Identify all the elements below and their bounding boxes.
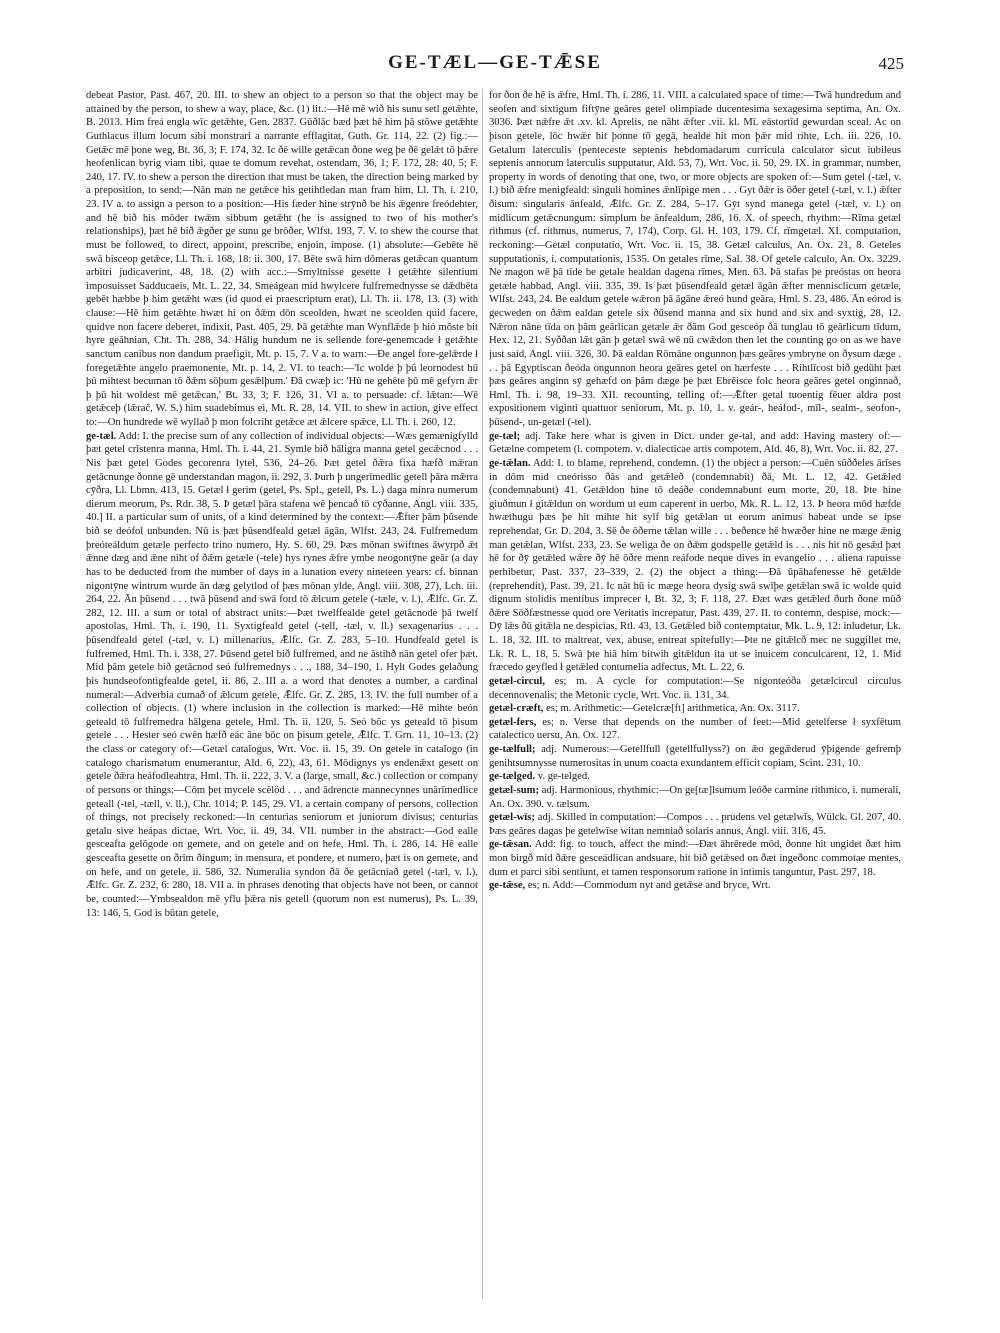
dictionary-entry [489,457,901,675]
dictionary-entry [489,702,901,716]
entry-text: Add: fig. to touch, affect the mind:—Ðæt āhrērede mōd, ðonne hit ungidet ðæt him mon birgð mid ðǣre gesceádlican andsuare, hit bið getǣsed on ðæt ingeðonc commotae mentes, dum et parci sibi sentiunt, et tamen responsorum ratione in intimis tanguntur, Past. 297, 18. [489,839,901,878]
entry-headword: getæl-sum; [489,784,540,796]
entry-headword: ge-tǣsan. [489,839,532,851]
left-column [86,89,478,1304]
entry-text: adj. Skilled in computation:—Compos . . . prudens vel getælwīs, Wülck. Gl. 207, 40. Þæs geāres dagas þe getelwīse witan nemniað solaris annus, Angl. viii. 316, 45. [489,812,901,837]
entry-text: es; n. Verse that depends on the number of feet:—Mid getelferse ł syxfētum catalectico uersu, An. Ox. 127. [489,716,901,742]
entry-headword: ge-tælfull; [489,744,536,755]
entry-headword: getæl-circul, [489,675,545,687]
dictionary-entry [489,430,901,457]
entry-headword: ge-tælged. [489,771,536,783]
entry-headword: getæl-fers, [489,716,537,728]
right-column [489,89,901,1304]
entry-headword: getæl-wīs; [489,812,535,824]
entry-text: es; n. Add:—Commodum nyt and getǣse and bryce, Wrt. [527,880,771,892]
entry-text: es; m. A cycle for computation:—Se nigonteóða getælcircul circulus decennovenalis; the Metonic cycle, Wrt. Voc. ii. 131, 34. [489,675,901,701]
dictionary-entry [86,430,478,921]
dictionary-entry [489,784,901,811]
entry-text: Add: I. the precise sum of any collection of individual objects:—Wæs gemænigfylld þæt getel crīstenra manna, Hml. Th. i. 44, 21. Symle bið hāligra manna getel gecǣcnod . . . Nis þæt getel Godes gecorenra lytel, 536, 24–26. Þæt getel ðǣra fixa hæfð mǣran getācnunge ðonne gē understandan magon, ii. 292, 3. Þurh þ ungerīmedlic getell þāra mǣrra cȳðra, Ll. Lbmn. 413, 15. Getæl ł gerim (getel, Ps. Spl., getell, Ps. L.) daga minra numerum dierum meorum, Ps. Rdr. 38, 5. Þ getæl þāra stafena wē þencað tō cȳðanne, Angl. viii. 335, 40.] II. a particular sum of units, of a kind determined by the context:—Ǣfter þām þūsende bið se deófol unbunden. Nū is þæt þūsendfeald getæl āgān, Wlfst. 243, 24. Fulfremedum þreóteáldum getæle perfecto trino numero, Hy. S. 60, 29. Þæs mōnan swiftnes āwyrpð ǣt ǣnne dæg and ǣne niht of ðǣm getæle (-tele) hys rynes ǣfre ymbe neogontȳne geār (a day has to be deducted from the number of days in a lunation every nineteen years: cf. binnan nigontȳne wintrum wurde ān dæg gelytlod of þæs mōnan ylde, Angl. viii. 308, 27), Lch. iii. 264, 22. Ān þūsend . . . twā þūsend and swā ford tō ǣlcum getele (-tæle, v. l.), Ǣlfc. Gr. Z. 282, 12. III. a sum or total of abstract units:—Þæt twelffealde getel getācnode þā twelf apostolas, Hml. Th. i. 190, 11. Syxtigfeald getel (-tell, -tæl, v. ll.) sexagenarius . . . þūsendfeald getel (-tæl, v. l.) millenarius, Ǣlfc. Gr. Z. 283, 5–10. Hundfeald getel is fulfremed, Hml. Th. i. 338, 27. Þūsend getel bið fulfremed, and ne āstihð nān getel ofer þæt. Mid þām getele bið getācnod seó fulfremednys . . ., 188, 34–190, 1. Hylt Godes gelaðung þis hundseofontigfealde getel, ii. 86, 2. III a. a word that denotes a number, a cardinal numeral:—Adverbia cumað of ǣlcum getele, Ǣlfc. Gr. Z. 285, 13. IV. the full number of a collection of objects. (1) where inclusion in the collection is marked:—Hē mihte beón geteald tō fulfremedra hālgena getele, Hml. Th. ii. 120, 5. Seó bōc ys geteald tō þisum getele . . . Hester seó cwēn hæfð eác āne bōc on þisum getele, Ǣlfc. T. Grn. 11, 10–13. (2) the class or category of:—Getæl catalogus, Wrt. Voc. ii. 15, 39. On getele in catalogo (in catalogo charismatum enumerantur, Ald. 6, 22), 43, 61. Mōdignys ys endenǣxt gesett on getele ðǣra heáfodleahtra, Hml. Th. ii. 222, 3. V. a (large, small, &c.) collection or company of persons or things:—Cōm þet mycele scēlöd . . . and ādrencte mannecynnes unārīmedlice geteall (-tel, -tæll, v. ll.), Chr. 1014; P. 145, 29. VI. a certain company of persons, collection of things, not precisely reckoned:—In centurias seniorum et juniorum divisus; centurias getalu sive heápas dictae, Wrt. Voc. ii. 49, 34. VII. number in the abstract:—God ealle gesceafta gelōgode on gemete, and on getele and on hefe, Hml. Th. i. 286, 14. Hē ealle gesceafta gesette on ðrīm ðingum; in mensura, et pondere, et numero, þæt is on gemete, and on hefe, and on getele, ii. 586, 32. Numeralia syndon ðā ðe getācniað getel (-tæl, v. l.), Ǣlfc. Gr. Z. 232, 6: 280, 18. VII a. in phrases denoting that objects have not been, or cannot be, counted:—Ymbsealdon mē yflu þǣra nis getell (quorum non est numerus), Ps. L. 39, 13: 146, 5. God is būtan getele, [86,430,478,919]
entry-text: adj. Take here what is given in Dict. under ge-tal, and add: Having mastery of:—Getælne competem (l. compotem. v. dialecticae artis compotem, Ald. 46, 8), Wrt. Voc. ii. 82, 27. [489,430,901,456]
entry-text: Add: I. to blame, reprehend, condemn. (1) the object a person:—Cuēn sūððeles ārīses in dōm mid cneórisso ðās and getǣleð (condemnabit) ðā, Mt. L. 12, 42. Getǣled (condemnabunt) 41. Getǣldon hine tō deáðe condemnabunt eum morte, 20, 18. Þte hine giuðmun ł gitǣldun on wordum ut eum caperent in uerbo, Mk. R. L. 12, 13. Þ heora mōd hæfde hwæthugu þæs þe hit mihte hit sylf big getǣlan ut eorum animus habeat unde se ipse reprehendat, Gr. D. 204, 3. Sē ðe ōðerne tǣlan wille . . . beðence hē hwæðer hine ne mæge ǣnig man getǣlan, Wlfst. 233, 23. Se weliga ðe on ðǣm godspelle getǣld is . . . nis hit nō gesǣd þæt hē for ðȳ getǣled wǣre ðȳ hē ōðre menn reáfode neque dives in evangelio . . . aliena rapuisse perhibetur, Past. 337, 23–339, 2. (2) the object a thing:—Ðā ūpāhafenesse hē getǣlde (reprehendit), Past. 39, 21. Ic nāt hū ic mæge heora dysig swā swīþe getǣlan swā ic wolde quid dignum stolidis mentibus imprecer ł, Bt. 32, 3; F. 118, 27. Ðæt wæs getǣled ðurh ðone mūð ðǣre Sōðfæstnesse quod ore Veritatis increpatur, Past. 439, 27. II. to contemn, despise, mock:—Dȳ lǣs ðū gitǣla ne despicias, Rtl. 43, 13. Getǣled bið contemptatur, Mk. L. 9, 12: inludetur, Lk. L. 18, 32. III. to maltreat, vex, abuse, entreat spitefully:—Þte ne gitǣlcð mec ne suggillet me, Lk. R. L. 18, 5. Swā þte hiā him bitwih gitǣldun ita ut se inuicem conculcarent, 12, 1. Mid fræcedo geyfled ł getǣled contumelia adfectus, Mt. L. 22, 6. [489,457,901,674]
column-divider [482,89,483,1299]
dictionary-entry [489,770,901,784]
dictionary-entry [489,89,901,430]
page-header [86,52,904,80]
entry-text: v. ge-telged. [537,771,590,783]
entry-headword: ge-tǣse, [489,880,526,892]
entry-text: es; m. Arithmetic:—Getelcræ[ft] arithmetica, An. Ox. 3117. [546,703,800,715]
dictionary-entry [489,879,901,893]
dictionary-entry [489,811,901,838]
dictionary-entry [489,743,901,770]
entry-headword: ge-tæl. [86,430,117,442]
entry-headword: ge-tǣlan. [489,457,531,469]
dictionary-entry [86,89,478,430]
entry-text: adj. Numerous:—Getellfull (getellfullyss?) on ǣo gegǣderud ȳþigende gefremþ genihtsumnysse numerositas in unum coacta exundantem efficit copiam, Scint. 231, 10. [489,744,901,769]
entry-headword: getæl-cræft, [489,703,544,715]
dictionary-entry [489,716,901,743]
entry-headword: ge-tæl; [489,430,521,442]
entry-text: for ðon ðe hē is ǣfre, Hml. Th. i. 286, 11. VIII. a calculated space of time:—Twā hundredum and seofen and sixtigum fiftȳne geāres getel olimpiade ducentesima sexagesima septima, An. Ox. 3036. Þæt nǣfre ǣt .xv. kl. Aprelis, ne nāht ǣfter .vii. kl. Mī. eāstortīd gewurdan sceal. Ac on þison getele, lōc hwǣr hit þonne tō gegā, healde hit mon þǣr mid rihte, Lch. iii. 226, 10. Getalum laterculis (penteceste septenis hebdomadarum curricula calculator sicut iubileus septenis annorum laterculis supputatur, Ald. 53, 7), Wrt. Voc. ii. 50, 29. IX. in grammar, number, property in words of denoting that one, two, or more objects are spoken of:—Sum getel (-tæl, v. l.) bið ǣfre menigfeald: singuli homines ǣnlīpige men . . . Gyt ðǣr is ōðer getel (-tæl, v. l.) ǣfter ðisum: singularis ānfeald, Ǣlfc. Gr. Z. 284, 5–17. Gȳt synd manega getel (-tæl, v. l.) on midlicum getǣcnungum: simplum be ānfealdum, 286, 16. X. of speech, rhythm:—Rīma getæl rithmus (cf. rithmus, numerus, 7, 174), Corp. Gl. H. 103, 179. Cf. rīmgetæl. XI. computation, reckoning:—Getæl conputatio, Wrt. Voc. ii. 15, 38. Getæl calculus, An. Ox. 21, 8. Geteles supputationis, i. computationis, 1535. On getales rīme, Sal. 38. Of getele calculo, An. Ox. 3229. Ne magon wē þā tīde be getale healdan dagena rīmes, Men. 63. Þā stafas þe preóstas on heora getæle habbad, Angl. viii. 335, 39. Is þæt þūsendfeald getæl āgān ǣfter mennisclicum getæle, Wlfst. 243, 24. Be ealdum getele wǣron þā āgāne ǣreó hund geāra, Hml. S. 23, 486. Ān eórod is gecweden on ðǣm ealdan getele six ðūsend manna and six hund and six and syxtig, 28, 12. Nǣron nāne tīda on þām geārlican getæle ǣr ðām God gesceóp ðā tunglau tō geārlicum tīdum, Hex. 12, 21. Syððan lǣt gān þ getæl swā wē nū cwǣdon then let the counting go on as we have just said, Angl. viii. 326, 30. Þā ealdan Rōmāne ongunnon þæs geāres ymbryne on ðysum dæge . . . þā Egyptiscan ðeóda ongunnon heora geāres getel on hærfeste . . . Rihtlīcost bið gedūht þæt þæs geāres anginn sȳ gehæfd on þām dæge þe þæt Ebrēisce folc heora geāres getel onginnað, Hml. Th. i. 98, 19–33. XII. recounting, telling of:—Ǣfter getal tuoentig fēuer aldra post expositionem viginti quattuor seniorum, Mt. p. 10, 1. v. geár-, heáfod-, mīl-, sealm-, seofon-, þūsend-, un-getæl (-tel). [489,90,901,428]
running-title: GE-TÆL—GE-TǢSE [388,52,602,73]
entry-text: debeat Pastor, Past. 467, 20. III. to shew an object to a person so that the object may be attained by the person, to shew a way, place, &c. (1) lit.:—Hē mē wið his sunu setl getǣhte, B. 2013. Him freá engla wīc getǣhte, Gen. 2837. Gūðlāc bæd þæt hē him þā stōwe getǣhte Guthlacus illum locum sibi monstrari a narrante efflagitat, Guth. Gr. 114, 22. (2) fig.:—Getǣc mē þone weg, Bt. 36, 3; F. 174, 32. Ic ðē wille getǣcan ðone weg þe ðē gelǣt tō þǣre heofenlican byrig viam tibi, quae te domum revehat, ostendam, 36, 1; F. 172, 28: 40, 5; F. 240, 17. IV. to shew a person the direction that must be taken, the direction being marked by a preposition, to send:—Nān man ne getǣce his getihtledan man fram him, Ll. Th. i. 210, 23. IV a. to assign a person to a position:—His fæder hine strȳnð be his ǣgenre freódehter, and hē bið his mōder twǣm sibbum getǣht (he is assigned to two of his mother's relationships), þæt hē bið ǣgðer ge sunu ge brōðer, Wlfst. 193, 7. V. to shew the course that must be followed, to direct, appoint, prescribe, enjoin, impose. (1) absolute:—Gebēte hē swā bisceop getǣce, Ll. Th. i. 168, 18: ii. 300, 17. Bēte swā him dōmeras getǣcan quantum arbitri judicaverint, 48, 18. (2) with acc.:—Smyltnisse gesette ł getǣhte silentium imposuisset Sadducaeis, Mt. L. 22, 34. Smeágean mid hwylcere fulfremednysse se dǣdbēta gebēt hæbbe þ him getǣht wæs (id quod ei praescriptum erat), Ll. Th. ii. 178, 13. (3) with clause:—Hē him getǣhte hwæt hi on ðǣm dōn sceolden, hwæt ne sceolden quid facere, quidve non facere deberet, indixit, Past. 405, 29. Þā getǣhte man Wynflǣde þ hió mōste bit hyre geāhnian, Cht. Th. 288, 34. Hālig hundum ne is sellende fore-genemcade ł getǣhte sanctum canibus non dandum praefigit, Mt. p. 15, 7. V a. to warn:—Ðe angel fore-gelǣrde ł foregetǣhte angelo praemonente, Mt. p. 14, 2. VI. to teach:—'Ic wolde þ þū leornodest hū þū mihtest becuman tō ðǣm sōþum gesǣlþum.' Ðā cwæþ ic: 'Hū ne gehēte þū mē gefyrn ǣr þ þū hit woldest mē getǣcan,' Bt. 33, 3; F. 126, 31. VI a. to persuade: cf. lǣtan:—Wē getǣceþ (lǣrač, W. S.) him suadebimus ei, Mt. R. 28, 14. VII. to shew in action, give effect to:—On hundrede wē wyllað þ mon folcriht getǣce æt ǣlcere spǣce, Ll. Th. i. 260, 12. [86,90,478,428]
entry-text: adj. Harmonious, rhythmic:—On ge[tæ]lsumum leóðe carmine rithmico, i. numerali, An. Ox. 390. v. tælsum. [489,784,901,810]
dictionary-entry [489,838,901,879]
dictionary-entry [489,675,901,702]
page-number: 425 [878,54,904,73]
